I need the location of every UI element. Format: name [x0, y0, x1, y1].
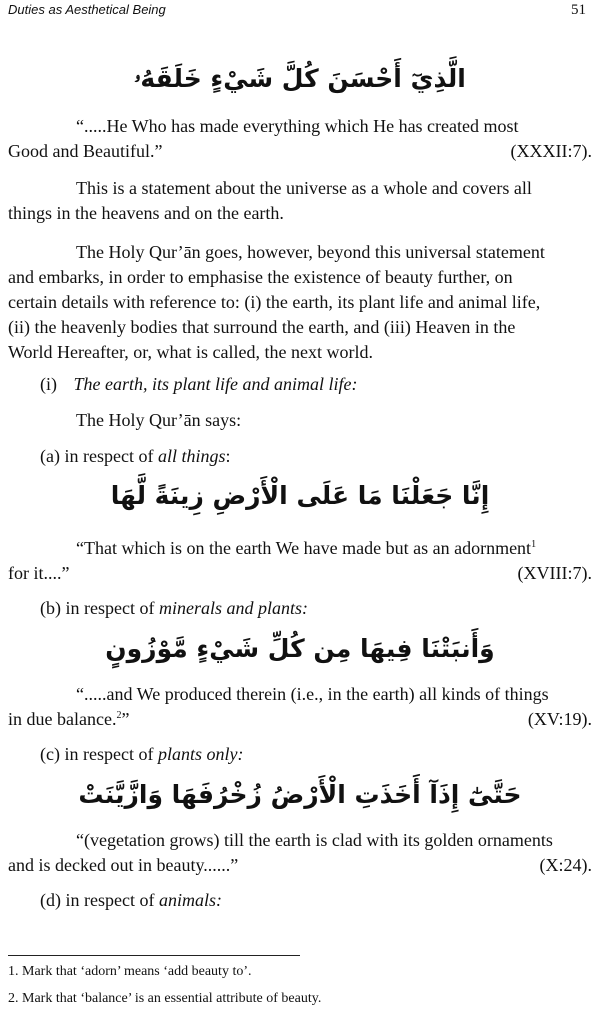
- paragraph-beyond: [8, 240, 592, 365]
- section-heading-i: [8, 372, 592, 397]
- section-title: The earth, its plant life and animal life:: [73, 374, 358, 394]
- item-prefix: (a) in respect of: [40, 446, 158, 466]
- item-b-heading: [8, 596, 592, 621]
- quote-line-with-ref: [8, 853, 592, 878]
- item-subject: animals:: [158, 890, 222, 910]
- says-line: The Holy Qur’ān says:: [76, 410, 242, 430]
- paragraph-line: The Holy Qur’ān goes, however, beyond this universal statement: [76, 242, 545, 262]
- item-prefix: (b) in respect of: [40, 598, 159, 618]
- quote-text: in due balance.: [8, 709, 117, 729]
- quote-line-with-ref: [8, 139, 592, 164]
- quote-xxxii-7: [8, 114, 592, 164]
- footnote-marker: 2: [116, 710, 122, 721]
- paragraph-line: (ii) the heavenly bodies that surround the earth, and (iii) Heaven in the: [8, 317, 516, 337]
- footnote-marker: 1: [531, 539, 537, 550]
- quote-xviii-7: [8, 536, 592, 586]
- item-suffix: :: [225, 446, 231, 466]
- arabic-verse-xv-19: وَأَنبَتْنَا فِيهَا مِن كُلِّ شَيْءٍ مَّوْزُونٍ: [105, 634, 495, 663]
- paragraph-universe: [8, 176, 592, 226]
- quote-line: for it....”: [8, 563, 70, 583]
- item-prefix: (c) in respect of: [40, 744, 158, 764]
- quote-close: ”: [121, 709, 130, 729]
- arabic-verse-x-24: حَتَّىٰٓ إِذَآ أَخَذَتِ الْأَرْضُ زُخْرُفَهَا وَازَّيَّنَتْ: [78, 780, 522, 809]
- paragraph-line: certain details with reference to: (i) the earth, its plant life and animal life,: [8, 292, 541, 312]
- section-label: (i): [40, 374, 57, 394]
- verse-reference: (XV:19).: [527, 709, 592, 729]
- quote-line-with-ref: [8, 707, 592, 732]
- paragraph-line: things in the heavens and on the earth.: [8, 203, 284, 223]
- quote-line: Good and Beautiful.”: [8, 141, 163, 161]
- quote-line: “.....He Who has made everything which He has created most: [76, 116, 519, 136]
- quote-line: “(vegetation grows) till the earth is clad with its golden ornaments: [76, 830, 553, 850]
- item-c-heading: [8, 742, 592, 767]
- verse-reference: (XVIII:7).: [517, 563, 592, 583]
- verse-reference: (X:24).: [539, 855, 592, 875]
- item-subject: all things: [157, 446, 226, 466]
- paragraph-line: and embarks, in order to emphasise the existence of beauty further, on: [8, 267, 513, 287]
- quote-line-with-ref: [8, 561, 592, 586]
- quote-line: [8, 536, 592, 561]
- arabic-verse-xviii-7: إِنَّا جَعَلْنَا مَا عَلَى الْأَرْضِ زِينَةً لَّهَا: [110, 481, 490, 510]
- running-header: [8, 2, 586, 24]
- quote-xv-19: [8, 682, 592, 732]
- verse-reference: (XXXII:7).: [510, 141, 592, 161]
- footnote-2: 2. Mark that ‘balance’ is an essential attribute of beauty.: [8, 991, 322, 1006]
- quote-x-24: [8, 828, 592, 878]
- quote-line: [8, 707, 129, 732]
- arabic-verse-xxxii-7: الَّذِيٓ أَحْسَنَ كُلَّ شَيْءٍ خَلَقَهُۥ: [134, 64, 466, 93]
- item-subject: minerals and plants:: [158, 598, 308, 618]
- page-number: 51: [571, 2, 586, 18]
- quote-text: “That which is on the earth We have made but as an adornment: [76, 538, 532, 558]
- running-title: Duties as Aesthetical Being: [8, 2, 166, 17]
- footnote-divider: [8, 955, 300, 956]
- item-subject: plants only:: [157, 744, 244, 764]
- item-prefix: (d) in respect of: [40, 890, 159, 910]
- quote-line: and is decked out in beauty......”: [8, 855, 239, 875]
- paragraph-line: World Hereafter, or, what is called, the next world.: [8, 342, 373, 362]
- quote-line: “.....and We produced therein (i.e., in the earth) all kinds of things: [76, 684, 549, 704]
- footnote-1: 1. Mark that ‘adorn’ means ‘add beauty to’.: [8, 964, 252, 979]
- item-a-heading: [8, 444, 592, 469]
- item-d-heading: [8, 888, 592, 913]
- paragraph-line: This is a statement about the universe as a whole and covers all: [76, 178, 532, 198]
